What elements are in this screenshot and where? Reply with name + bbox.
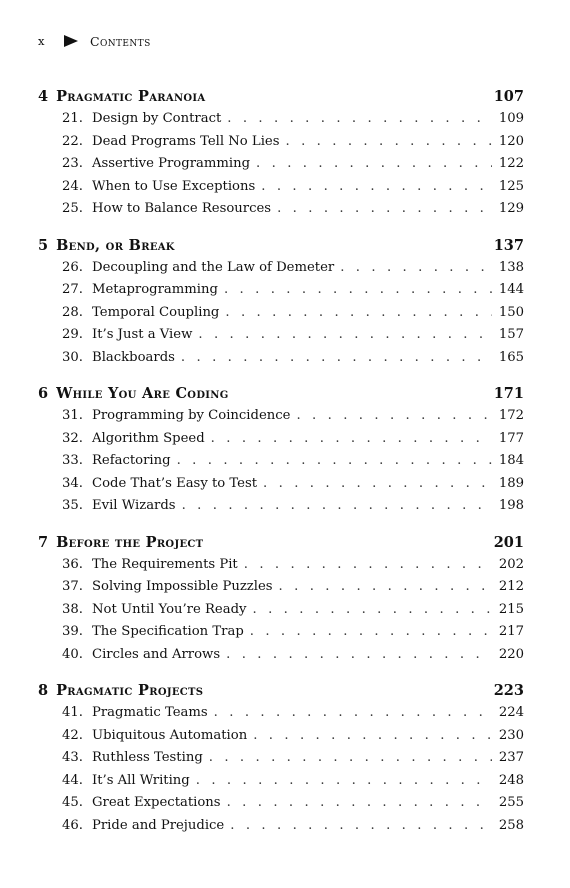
chapter-number: 7 <box>38 533 49 551</box>
section-number: 30. <box>62 349 83 365</box>
section-page: 198 <box>498 498 524 513</box>
dot-leader <box>296 408 492 423</box>
section-title: Ruthless Testing <box>92 750 203 765</box>
section-page: 189 <box>498 475 524 491</box>
dot-leader <box>209 750 492 765</box>
section-entry[interactable] <box>38 260 524 283</box>
chapter-block <box>38 385 524 521</box>
dot-leader <box>182 498 492 513</box>
chapter-title: Pragmatic Projects <box>56 682 204 699</box>
section-entry[interactable] <box>38 818 524 841</box>
section-page: 172 <box>498 408 524 423</box>
section-title: Circles and Arrows <box>92 646 221 662</box>
chapter-number: 6 <box>38 385 49 402</box>
section-entry[interactable] <box>38 179 524 202</box>
section-number: 44. <box>62 772 83 788</box>
section-title: Assertive Programming <box>92 156 251 171</box>
section-number: 38. <box>62 601 83 617</box>
section-title: Metaprogramming <box>92 282 218 297</box>
section-page: 202 <box>498 556 524 572</box>
section-entry[interactable] <box>38 327 524 350</box>
chapter-page: 201 <box>493 533 524 551</box>
section-number: 23. <box>62 156 83 171</box>
section-title: Algorithm Speed <box>92 430 205 446</box>
section-number: 31. <box>62 408 83 423</box>
section-number: 40. <box>62 646 83 662</box>
section-number: 35. <box>62 498 83 513</box>
section-title: It’s Just a View <box>92 327 193 342</box>
section-title: Refactoring <box>92 453 171 468</box>
section-number: 22. <box>62 133 83 149</box>
chapter-block <box>38 534 524 670</box>
section-entry[interactable] <box>38 282 524 305</box>
section-number: 39. <box>62 624 83 639</box>
section-title: Temporal Coupling <box>92 304 220 320</box>
chapter-heading[interactable] <box>38 534 524 557</box>
dot-leader <box>250 624 492 639</box>
section-page: 157 <box>498 327 524 342</box>
chapter-page: 137 <box>493 236 524 254</box>
section-page: 129 <box>498 201 524 216</box>
dot-leader <box>227 795 492 810</box>
section-number: 46. <box>62 817 83 833</box>
section-entry[interactable] <box>38 795 524 818</box>
section-page: 248 <box>498 772 524 788</box>
section-entry[interactable] <box>38 602 524 625</box>
chapter-heading-label <box>38 237 175 254</box>
section-title: It’s All Writing <box>92 772 190 788</box>
dot-leader <box>214 705 492 720</box>
chapter-number: 8 <box>38 682 49 699</box>
section-number: 24. <box>62 178 83 194</box>
section-page: 109 <box>498 111 524 126</box>
section-entry[interactable] <box>38 408 524 431</box>
chapter-heading-label <box>38 682 203 699</box>
section-entry[interactable] <box>38 431 524 454</box>
chapter-block <box>38 682 524 840</box>
dot-leader <box>340 260 492 275</box>
section-page: 217 <box>498 624 524 639</box>
dot-leader <box>227 111 492 126</box>
chapter-heading-label <box>38 534 203 551</box>
chapter-title: Before the Project <box>56 533 204 551</box>
dot-leader <box>177 453 492 468</box>
section-page: 215 <box>498 601 524 617</box>
dot-leader <box>252 602 492 617</box>
section-title: Decoupling and the Law of Demeter <box>92 259 335 275</box>
dot-leader <box>256 156 492 171</box>
section-number: 36. <box>62 556 83 572</box>
section-number: 29. <box>62 327 83 342</box>
section-page: 150 <box>498 304 524 320</box>
section-number: 28. <box>62 304 83 320</box>
table-of-contents <box>38 88 524 853</box>
section-entry[interactable] <box>38 111 524 134</box>
section-title: Not Until You’re Ready <box>92 601 247 617</box>
section-number: 43. <box>62 750 83 765</box>
section-page: 165 <box>498 349 524 365</box>
section-title: Design by Contract <box>92 111 222 126</box>
section-title: How to Balance Resources <box>92 201 272 216</box>
section-page: 258 <box>498 817 524 833</box>
section-number: 45. <box>62 795 83 810</box>
dot-leader <box>285 134 492 149</box>
dot-leader <box>277 201 492 216</box>
dot-leader <box>224 282 492 297</box>
section-number: 33. <box>62 453 83 468</box>
section-number: 27. <box>62 282 83 297</box>
section-entry[interactable] <box>38 579 524 602</box>
section-number: 41. <box>62 705 83 720</box>
section-title: Ubiquitous Automation <box>92 727 248 743</box>
running-header <box>38 32 151 50</box>
section-title: The Requirements Pit <box>92 556 238 572</box>
section-number: 37. <box>62 579 83 594</box>
dot-leader <box>198 327 492 342</box>
chapter-number: 4 <box>38 88 49 105</box>
section-number: 26. <box>62 259 83 275</box>
section-entry[interactable] <box>38 350 524 373</box>
dot-leader <box>279 579 492 594</box>
section-title: Programming by Coincidence <box>92 408 291 423</box>
section-entry[interactable] <box>38 156 524 179</box>
dot-leader <box>244 557 492 572</box>
section-page: 224 <box>498 705 524 720</box>
chapter-number: 5 <box>38 236 49 254</box>
section-entry[interactable] <box>38 498 524 521</box>
chapter-heading[interactable] <box>38 237 524 260</box>
section-number: 32. <box>62 430 83 446</box>
section-page: 122 <box>498 156 524 171</box>
section-page: 237 <box>498 750 524 765</box>
section-title: Code That’s Easy to Test <box>92 475 258 491</box>
chapter-title: While You Are Coding <box>56 385 229 402</box>
section-title: Evil Wizards <box>92 498 176 513</box>
section-entry[interactable] <box>38 305 524 328</box>
section-entry[interactable] <box>38 134 524 157</box>
dot-leader <box>225 305 492 320</box>
chapter-block <box>38 88 524 224</box>
section-number: 21. <box>62 111 83 126</box>
dot-leader <box>230 818 492 833</box>
dot-leader <box>253 728 492 743</box>
chapter-block <box>38 237 524 373</box>
section-entry[interactable] <box>38 750 524 773</box>
section-page: 125 <box>498 178 524 194</box>
section-page: 255 <box>498 795 524 810</box>
dot-leader <box>263 476 492 491</box>
section-title: Great Expectations <box>92 795 221 810</box>
section-entry[interactable] <box>38 453 524 476</box>
dot-leader <box>226 647 492 662</box>
chapter-title: Pragmatic Paranoia <box>56 88 206 105</box>
section-page: 230 <box>498 727 524 743</box>
section-title: The Specification Trap <box>92 624 244 639</box>
section-entry[interactable] <box>38 705 524 728</box>
section-entry[interactable] <box>38 557 524 580</box>
section-entry[interactable] <box>38 476 524 499</box>
triangle-arrow-icon <box>64 35 78 47</box>
chapter-heading[interactable] <box>38 682 524 705</box>
dot-leader <box>211 431 492 446</box>
section-entry[interactable] <box>38 647 524 670</box>
section-entry[interactable] <box>38 201 524 224</box>
page-number: x <box>38 34 45 48</box>
section-title: Blackboards <box>92 349 175 365</box>
section-number: 34. <box>62 475 83 491</box>
chapter-heading-label <box>38 88 205 105</box>
section-page: 220 <box>498 646 524 662</box>
dot-leader <box>196 773 492 788</box>
section-page: 120 <box>498 133 524 149</box>
chapter-heading[interactable] <box>38 88 524 111</box>
section-page: 212 <box>498 579 524 594</box>
section-page: 177 <box>498 430 524 446</box>
chapter-page: 223 <box>493 682 524 699</box>
section-number: 25. <box>62 201 83 216</box>
chapter-page: 171 <box>493 385 524 402</box>
chapter-heading-label <box>38 385 229 402</box>
section-entry[interactable] <box>38 728 524 751</box>
section-title: When to Use Exceptions <box>92 178 256 194</box>
section-title: Pride and Prejudice <box>92 817 225 833</box>
section-title: Dead Programs Tell No Lies <box>92 133 280 149</box>
chapter-page: 107 <box>493 88 524 105</box>
section-page: 184 <box>498 453 524 468</box>
chapter-title: Bend, or Break <box>56 236 175 254</box>
running-header-title: Contents <box>90 33 151 49</box>
chapter-heading[interactable] <box>38 385 524 408</box>
section-page: 138 <box>498 259 524 275</box>
section-title: Solving Impossible Puzzles <box>92 579 273 594</box>
dot-leader <box>181 350 492 365</box>
section-title: Pragmatic Teams <box>92 705 208 720</box>
dot-leader <box>261 179 492 194</box>
section-entry[interactable] <box>38 773 524 796</box>
section-number: 42. <box>62 727 83 743</box>
section-page: 144 <box>498 282 524 297</box>
section-entry[interactable] <box>38 624 524 647</box>
